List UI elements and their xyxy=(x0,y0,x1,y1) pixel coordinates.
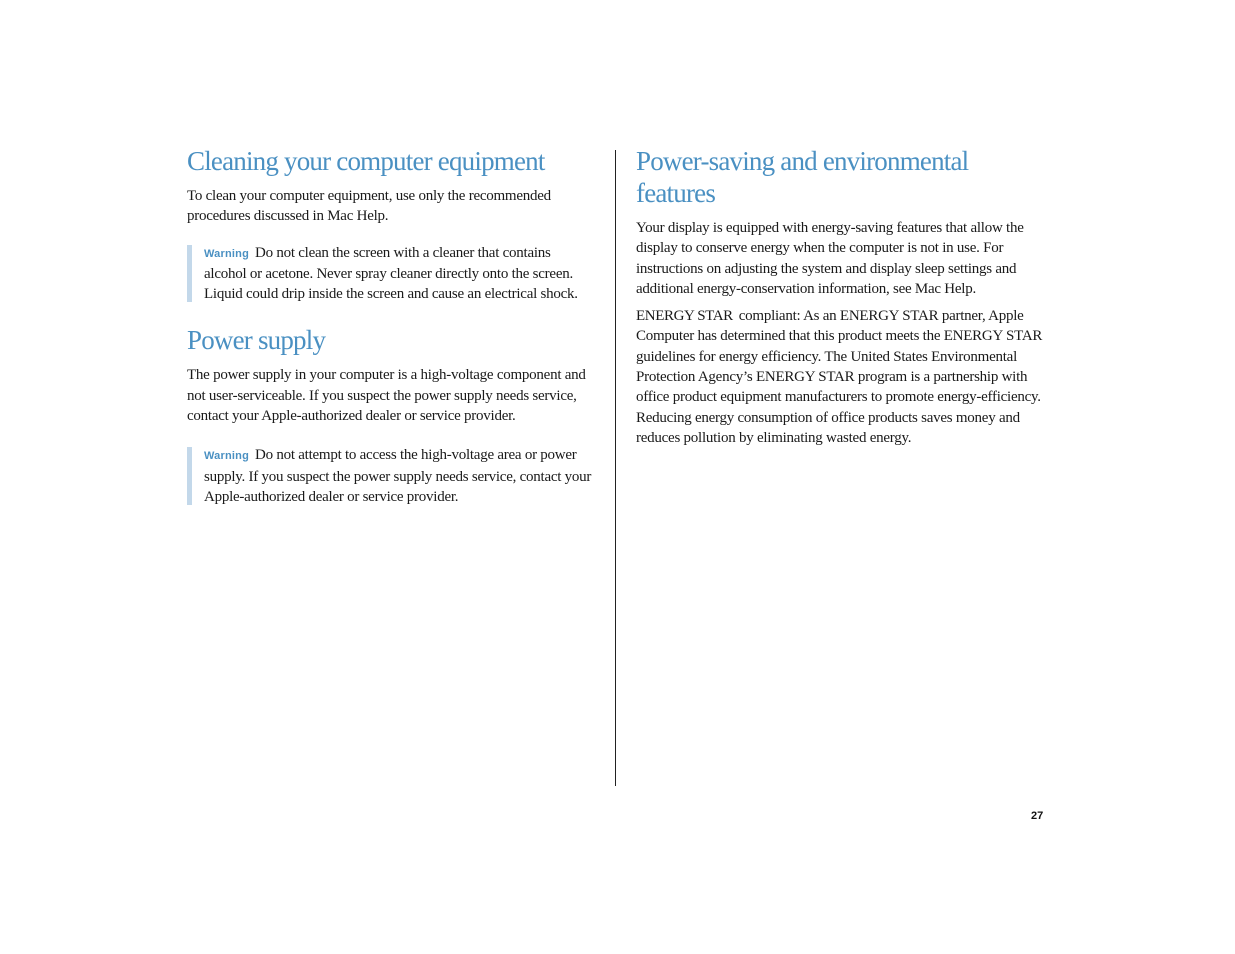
power-supply-heading: Power supply xyxy=(187,325,326,356)
cleaning-section xyxy=(187,145,595,304)
cleaning-body: To clean your computer equipment, use only the recommended procedures discussed in Mac Help. xyxy=(187,188,551,225)
warning-label: Warning xyxy=(204,450,249,463)
energy-star-paragraph xyxy=(636,306,1050,448)
energy-star-label: ENERGY STAR xyxy=(636,308,733,325)
right-column xyxy=(636,145,1050,448)
warning-label: Warning xyxy=(204,247,249,260)
cleaning-warning xyxy=(187,243,595,305)
warning-bar xyxy=(187,245,192,303)
power-saving-body: Your display is equipped with energy-saving features that allow the display to conserve energy when the computer is not in use. For instructions on adjusting the system and display sleep settings and additional energy-conservation information, see Mac Help. xyxy=(636,220,1024,297)
warning-text: Do not attempt to access the high-voltage area or power supply. If you suspect the power supply needs service, contact your Apple-authorized dealer or service provider. xyxy=(204,447,592,505)
warning-text: Do not clean the screen with a cleaner that contains alcohol or acetone. Never spray cleaner directly onto the screen. Liquid could drip inside the screen and cause an electrical shock. xyxy=(204,244,578,303)
power-saving-section xyxy=(636,145,1050,448)
power-saving-heading: Power-saving and environmental features xyxy=(636,146,969,208)
page-number: 27 xyxy=(1031,810,1044,822)
warning-bar xyxy=(187,447,192,505)
power-supply-warning xyxy=(187,445,595,507)
left-column xyxy=(187,145,595,507)
energy-star-text: compliant: As an ENERGY STAR partner, Apple Computer has determined that this product meets the ENERGY STAR guidelines for energy efficiency. The United States Environmental Protection Agency’s ENERGY STAR program is a partnership with office product equipment manufacturers to promote energy-efficiency. Reducing energy consumption of office products saves money and reduces pollution by eliminating wasted energy. xyxy=(636,308,1043,446)
power-supply-section xyxy=(187,324,595,507)
column-divider xyxy=(615,150,616,786)
power-supply-body: The power supply in your computer is a high-voltage component and not user-serviceable. If you suspect the power supply needs service, contact your Apple-authorized dealer or service provider. xyxy=(187,367,586,425)
cleaning-heading: Cleaning your computer equipment xyxy=(187,146,545,176)
